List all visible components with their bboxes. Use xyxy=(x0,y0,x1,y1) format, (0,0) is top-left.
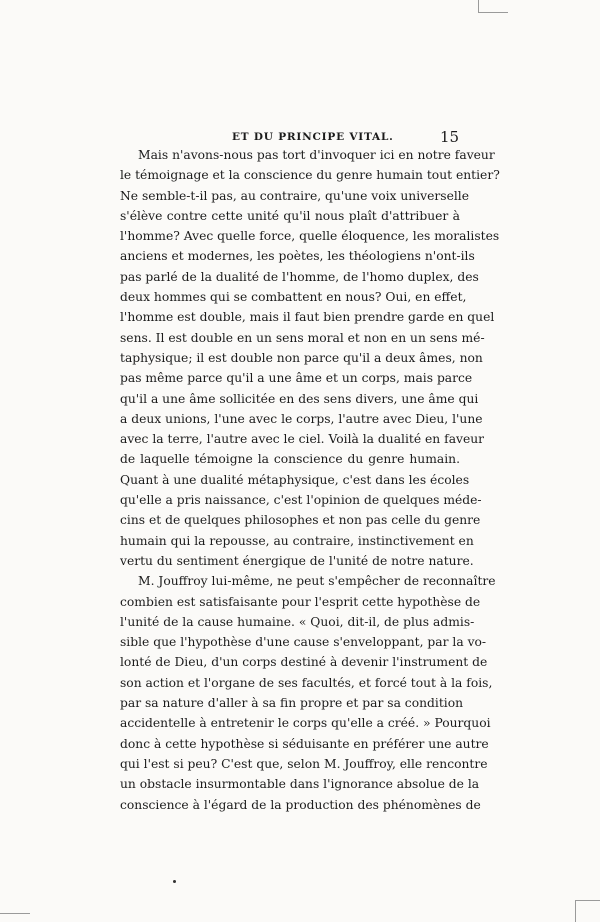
text-line: l'homme est double, mais il faut bien prendre garde en quel xyxy=(120,310,495,325)
text-line: pas parlé de la dualité de l'homme, de l'homo duplex, des xyxy=(120,269,479,284)
text-line: son action et l'organe de ses facultés, et forcé tout à la fois, xyxy=(120,675,493,690)
text-line: deux hommes qui se combattent en nous? Oui, en effet, xyxy=(120,290,467,305)
crop-mark xyxy=(575,900,576,922)
text-line: cins et de quelques philosophes et non pas celle du genre xyxy=(120,513,481,528)
text-line: accidentelle à entretenir le corps qu'elle a créé. » Pourquoi xyxy=(120,716,491,731)
text-line: qu'il a une âme sollicitée en des sens divers, une âme qui xyxy=(120,391,479,406)
text-line: M. Jouffroy lui-même, ne peut s'empêcher de reconnaître xyxy=(138,574,496,589)
ink-dot xyxy=(173,880,176,883)
text-line: donc à cette hypothèse si séduisante en préférer une autre xyxy=(120,736,489,751)
crop-mark xyxy=(478,12,508,13)
text-line: de laquelle témoigne la conscience du genre humain. xyxy=(120,452,460,467)
crop-mark xyxy=(478,0,479,12)
text-line: qui l'est si peu? C'est que, selon M. Jouffroy, elle rencontre xyxy=(120,756,488,771)
text-line: Mais n'avons-nous pas tort d'invoquer ici en notre faveur xyxy=(138,148,495,162)
text-line: taphysique; il est double non parce qu'il a deux âmes, non xyxy=(120,350,483,365)
text-line: qu'elle a pris naissance, c'est l'opinion de quelques méde- xyxy=(120,493,482,508)
paragraph xyxy=(120,145,500,571)
text-line: un obstacle insurmontable dans l'ignorance absolue de la xyxy=(120,777,480,792)
text-line: lonté de Dieu, d'un corps destiné à devenir l'instrument de xyxy=(120,655,488,670)
text-line: combien est satisfaisante pour l'esprit cette hypothèse de xyxy=(120,594,481,609)
text-line: anciens et modernes, les poètes, les théologiens n'ont-ils xyxy=(120,249,475,264)
text-line: le témoignage et la conscience du genre humain tout entier? xyxy=(120,168,500,183)
text-line: par sa nature d'aller à sa fin propre et par sa condition xyxy=(120,696,464,711)
page-number: 15 xyxy=(440,128,460,146)
text-line: l'homme? Avec quelle force, quelle éloquence, les moralistes xyxy=(120,229,500,244)
crop-mark xyxy=(0,913,30,914)
body-text xyxy=(120,145,500,815)
text-line: s'élève contre cette unité qu'il nous plaît d'attribuer à xyxy=(120,208,460,223)
text-line: sens. Il est double en un sens moral et non en un sens mé- xyxy=(120,330,485,345)
crop-mark xyxy=(575,900,600,901)
text-line: sible que l'hypothèse d'une cause s'enveloppant, par la vo- xyxy=(120,635,487,650)
text-line: l'unité de la cause humaine. « Quoi, dit-il, de plus admis- xyxy=(120,614,475,629)
paragraph xyxy=(120,571,496,815)
text-line: avec la terre, l'autre avec le ciel. Voilà la dualité en faveur xyxy=(120,432,485,447)
text-line: pas même parce qu'il a une âme et un corps, mais parce xyxy=(120,371,473,386)
text-line: a deux unions, l'une avec le corps, l'autre avec Dieu, l'une xyxy=(120,411,483,426)
text-line: humain qui la repousse, au contraire, instinctivement en xyxy=(120,533,474,548)
text-line: Ne semble-t-il pas, au contraire, qu'une voix universelle xyxy=(120,188,469,203)
text-line: Quant à une dualité métaphysique, c'est dans les écoles xyxy=(120,472,470,487)
text-line: conscience à l'égard de la production des phénomènes de xyxy=(120,797,481,812)
text-line: vertu du sentiment énergique de l'unité de notre nature. xyxy=(120,553,474,568)
running-head: ET DU PRINCIPE VITAL. xyxy=(232,131,394,143)
